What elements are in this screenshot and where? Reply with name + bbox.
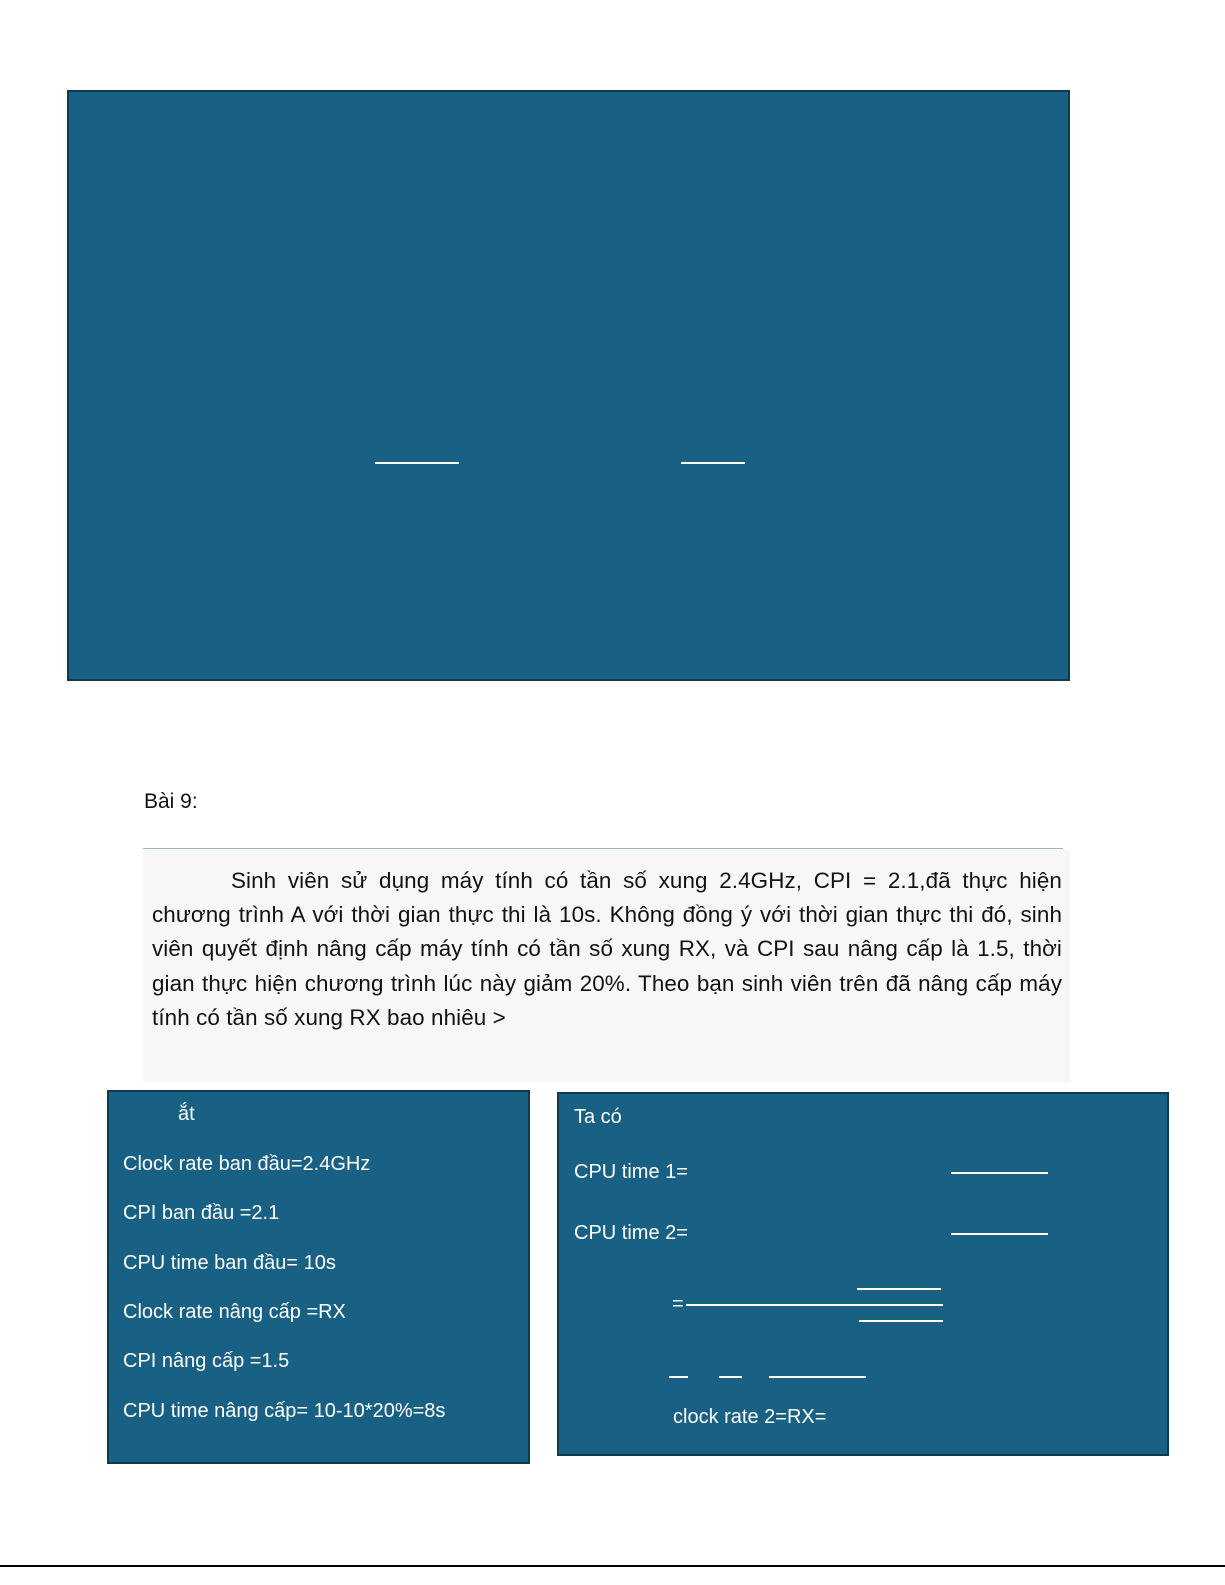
given-line: Clock rate ban đầu=2.4GHz	[123, 1153, 371, 1175]
given-line: CPI ban đầu =2.1	[123, 1202, 280, 1224]
main-fraction-line	[686, 1304, 943, 1306]
fraction-line	[669, 1376, 688, 1378]
given-line: Clock rate nâng cấp =RX	[123, 1301, 346, 1323]
solution-panel	[557, 1092, 1169, 1456]
solution-title: Ta có	[574, 1106, 622, 1128]
problem-text: Sinh viên sử dụng máy tính có tần số xung 2.4GHz, CPI = 2.1,đã thực hiện chương trình A với thời gian thực thi là 10s. Không đồng ý với thời gian thực thi đó, sinh viên quyết định nâng cấp máy tính có tần số xung RX, và CPI sau nâng cấp là 1.5, thời gian thực hiện chương trình lúc này giảm 20%. Theo bạn sinh viên trên đã nâng cấp máy tính có tần số xung RX bao nhiêu >	[152, 868, 1062, 1030]
top-panel	[67, 90, 1070, 681]
given-line: CPU time ban đầu= 10s	[123, 1252, 336, 1274]
given-line: CPI nâng cấp =1.5	[123, 1350, 290, 1372]
given-line: CPU time nâng cấp= 10-10*20%=8s	[123, 1400, 446, 1422]
equals-sign: =	[672, 1293, 684, 1315]
fraction-line	[859, 1320, 943, 1322]
problem-box	[143, 850, 1070, 1082]
given-title: ắt	[178, 1103, 195, 1125]
clock-rate-2-label: clock rate 2=RX=	[673, 1406, 827, 1428]
fraction-line	[719, 1376, 742, 1378]
fraction-line	[769, 1376, 866, 1378]
exercise-heading: Bài 9:	[144, 790, 198, 813]
cpu-time-1-label: CPU time 1=	[574, 1161, 688, 1183]
divider	[143, 848, 1063, 849]
cpu-time-2-label: CPU time 2=	[574, 1222, 688, 1244]
fraction-line	[375, 462, 459, 464]
fraction-line	[681, 462, 745, 464]
fraction-line	[857, 1288, 941, 1290]
fraction-line	[951, 1172, 1048, 1174]
fraction-line	[951, 1233, 1048, 1235]
given-panel	[107, 1090, 530, 1464]
page-bottom-rule	[0, 1565, 1225, 1567]
